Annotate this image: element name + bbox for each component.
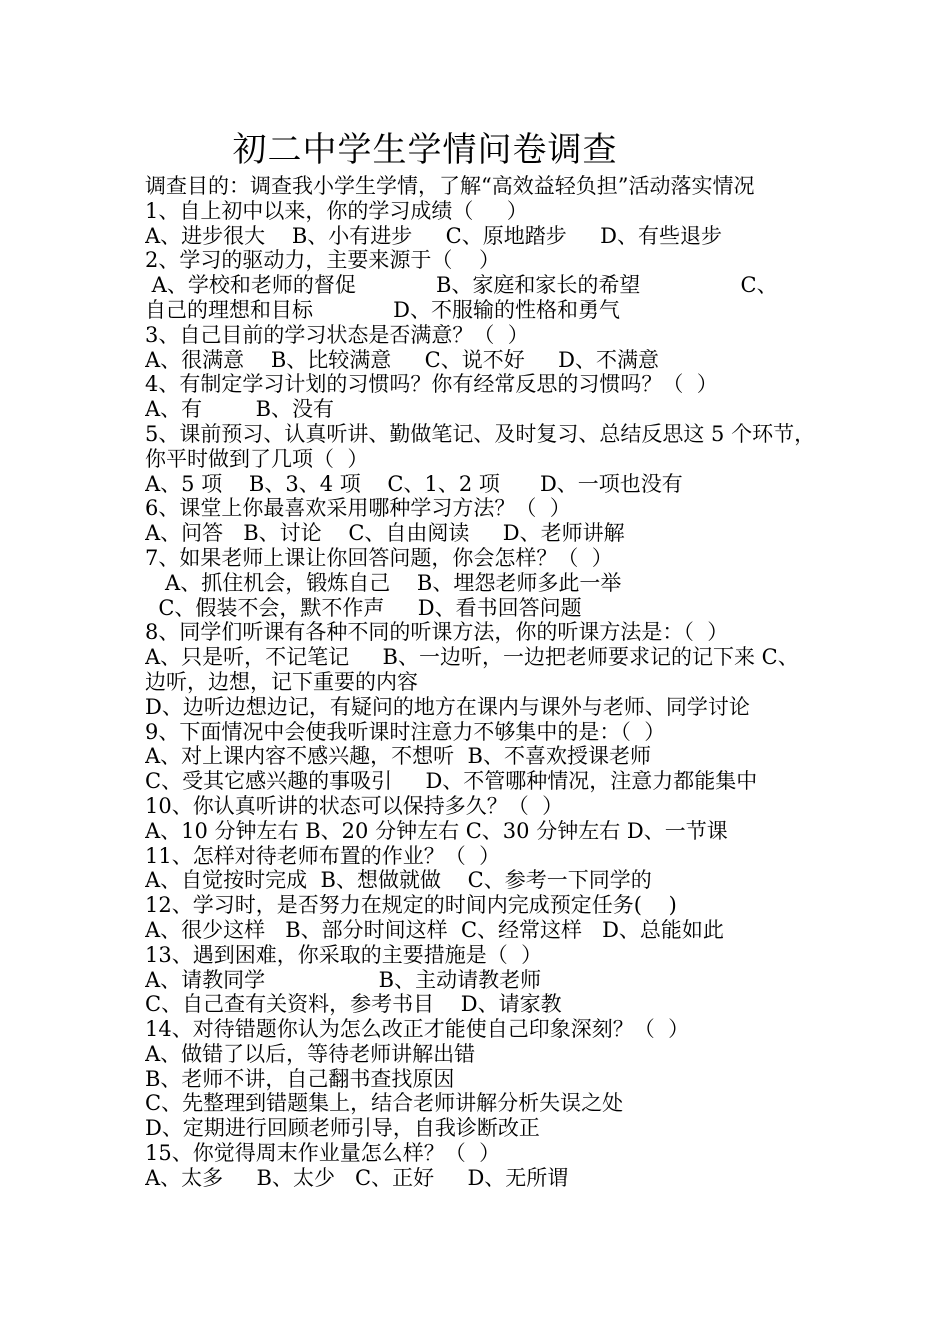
question-3-options: A、很满意 B、比较满意 C、说不好 D、不满意 [145, 347, 659, 372]
question-15: 15、你觉得周末作业量怎么样？（ ） [145, 1141, 501, 1166]
question-3: 3、自己目前的学习状态是否满意？（ ） [145, 322, 529, 347]
question-5: 5、课前预习、认真听讲、勤做笔记、及时复习、总结反思这 5 个环节， [145, 421, 815, 446]
question-7-options-c-d: C、假装不会，默不作声 D、看书回答问题 [145, 595, 582, 620]
question-9: 9、下面情况中会使我听课时注意力不够集中的是：（ ） [145, 719, 666, 744]
question-13: 13、遇到困难，你采取的主要措施是（ ） [145, 942, 543, 967]
questionnaire-body [145, 174, 815, 1191]
question-7: 7、如果老师上课让你回答问题，你会怎样？（ ） [145, 545, 613, 570]
question-14-option-c: C、先整理到错题集上，结合老师讲解分析失误之处 [145, 1091, 624, 1116]
question-7-options-a-b: A、抓住机会，锻炼自己 B、埋怨老师多此一举 [145, 570, 622, 595]
survey-purpose: 调查目的：调查我小学生学情，了解“高效益轻负担”活动落实情况 [145, 174, 755, 198]
question-8-options-cont: 边听，边想，记下重要的内容 [145, 669, 418, 694]
question-10-options: A、10 分钟左右 B、20 分钟左右 C、30 分钟左右 D、一节课 [145, 818, 728, 843]
question-8-option-d: D、边听边想边记，有疑问的地方在课内与课外与老师、同学讨论 [145, 694, 750, 719]
question-1: 1、自上初中以来，你的学习成绩（ ） [145, 198, 528, 223]
question-6-options: A、问答 B、讨论 C、自由阅读 D、老师讲解 [145, 521, 625, 546]
question-6: 6、课堂上你最喜欢采用哪种学习方法？（ ） [145, 496, 571, 521]
question-2-options-cont: 自己的理想和目标 D、不服输的性格和勇气 [145, 297, 620, 322]
question-15-options: A、太多 B、太少 C、正好 D、无所谓 [145, 1165, 569, 1190]
question-5-cont: 你平时做到了几项（ ） [145, 446, 369, 471]
question-9-options-a-b: A、对上课内容不感兴趣，不想听 B、不喜欢授课老师 [145, 744, 651, 769]
question-2: 2、学习的驱动力，主要来源于（ ） [145, 248, 501, 273]
question-14-option-d: D、定期进行回顾老师引导，自我诊断改正 [145, 1116, 540, 1141]
question-14-option-b: B、老师不讲，自己翻书查找原因 [145, 1066, 455, 1091]
question-9-options-c-d: C、受其它感兴趣的事吸引 D、不管哪种情况，注意力都能集中 [145, 769, 758, 794]
question-4-options: A、有 B、没有 [145, 397, 334, 422]
question-2-options: A、学校和老师的督促 B、家庭和家长的希望 C、 [145, 273, 778, 298]
question-8-options: A、只是听，不记笔记 B、一边听，一边把老师要求记的记下来 C、 [145, 645, 799, 670]
question-1-options: A、进步很大 B、小有进步 C、原地踏步 D、有些退步 [145, 223, 722, 248]
question-14-option-a: A、做错了以后，等待老师讲解出错 [145, 1041, 476, 1066]
question-13-options-a-b: A、请教同学 B、主动请教老师 [145, 967, 542, 992]
question-5-options: A、5 项 B、3、4 项 C、1、2 项 D、一项也没有 [145, 471, 683, 496]
question-8: 8、同学们听课有各种不同的听课方法，你的听课方法是：（ ） [145, 620, 729, 645]
document-title: 初二中学生学情问卷调查 [232, 130, 618, 170]
question-10: 10、你认真听讲的状态可以保持多久？（ ） [145, 793, 564, 818]
question-14: 14、对待错题你认为怎么改正才能使自己印象深刻？（ ） [145, 1017, 690, 1042]
question-12-options: A、很少这样 B、部分时间这样 C、经常这样 D、总能如此 [145, 917, 724, 942]
question-11: 11、怎样对待老师布置的作业？（ ） [145, 843, 501, 868]
question-12: 12、学习时，是否努力在规定的时间内完成预定任务( ) [145, 893, 677, 918]
question-13-options-c-d: C、自己查有关资料，参考书目 D、请家教 [145, 992, 562, 1017]
question-4: 4、有制定学习计划的习惯吗？你有经常反思的习惯吗？（ ） [145, 372, 718, 397]
question-11-options: A、自觉按时完成 B、想做就做 C、参考一下同学的 [145, 868, 652, 893]
